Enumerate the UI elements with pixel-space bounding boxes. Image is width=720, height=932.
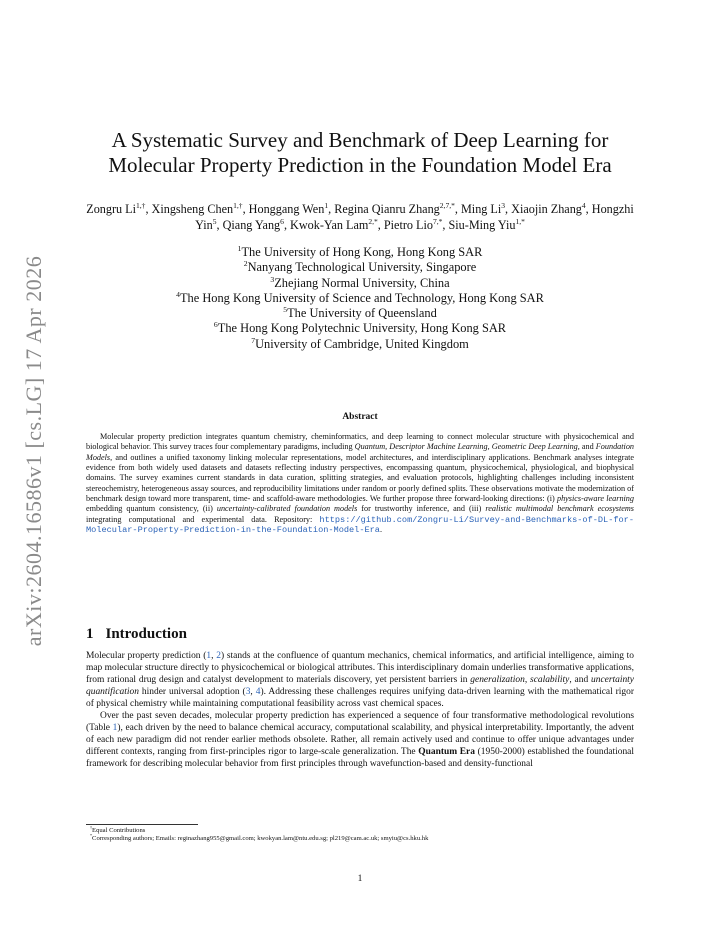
affiliation-line: $^7$University of Cambridge, United Kingdom — [251, 335, 469, 351]
affiliation-line: $^2$Nanyang Technological University, Singapore — [243, 259, 477, 275]
author-name: Zongru $Li^{1,\dagger}$ — [86, 200, 146, 216]
table-reference-link[interactable]: 1 — [112, 723, 118, 734]
title-line-1: A Systematic Survey and Benchmark of Deep Learning for — [111, 128, 609, 152]
author-name: Ming Li$^3$ — [460, 200, 506, 216]
author-affiliation-marker: 1,† — [136, 200, 146, 210]
repository-link[interactable]: https://github.com/Zongru-Li/Survey-and-Benchmarks-of-DL-for-Molecular-Property-Prediction-in-the-Foundation-Model-Era — [86, 514, 634, 536]
footnote-corresponding-authors: *Corresponding authors; Emails: reginazhang955@gmail.com; kwokyan.lam@ntu.edu.sg; pl219@cam.ac.uk; smyiu@cs.hku.hk — [90, 833, 429, 843]
citation-link[interactable]: 2 — [216, 651, 221, 661]
section-number: 1 — [86, 626, 94, 642]
footnote-rule — [86, 824, 198, 825]
author-affiliation-marker: 4 — [581, 200, 586, 210]
arxiv-sidebar-stamp — [20, 256, 48, 646]
affiliation-line: $^5$The University of Queensland — [283, 305, 437, 321]
abstract-heading: Abstract — [342, 412, 378, 422]
page-number: 1 — [357, 874, 363, 884]
author-name: Hongzhi Yin$^5$ — [195, 202, 634, 232]
author-name: Honggang Wen$^1$ — [248, 200, 329, 216]
author-affiliation-marker: 1,* — [515, 216, 525, 226]
author-name: Kwok-Yan Lam$^{2,*}$ — [290, 216, 378, 232]
affiliation-line: $^6$The Hong Kong Polytechnic University, Hong Kong SAR — [213, 320, 507, 336]
author-affiliation-marker: 3 — [501, 200, 506, 210]
introduction-body — [86, 650, 634, 770]
author-affiliation-marker: 5 — [212, 216, 217, 226]
affiliation-line: $^3$Zhejiang Normal University, China — [270, 274, 450, 290]
author-list: Zongru $Li^{1,\dagger}$, Xingsheng Chen$^{1,\dagger}$, Honggang Wen$^1$, Regina Qianru Zhang$^{2,7,*}$, Ming Li$^3$, Xiaojin Zhang$^4$, Hongzhi Yin$^5$, Qiang Yang$^6$, Kwok-Yan Lam$^{2,*}$, Pietro Lio$^{7,*}$, Siu-Ming Yiu$^{1,*}$ — [86, 200, 634, 232]
author-name: Pietro Lio$^{7,*}$ — [383, 216, 443, 232]
intro-paragraph-2: Over the past seven decades, molecular property prediction has experienced a sequence of four transformative methodological revolutions (Table 1), each driven by the need to balance chemical accuracy, computational scalability, and physical interpretability. Importantly, the advent of each new paradigm did not render earlier methods obsolete. Rather, all remain actively used and continue to offer unique advantages under different contexts, ranging from first-principles rigor to large-scale generalization. The Quantum Era (1950-2000) established the foundational framework for describing molecular behavior from first principles through wavefunction-based and density-functional — [86, 711, 635, 770]
affiliation-list — [80, 245, 640, 352]
citation-link[interactable]: 1 — [206, 651, 212, 661]
arxiv-id: arXiv:2604.16586v1 [cs.LG] 17 Apr 2026 — [21, 255, 46, 647]
section-heading-introduction — [86, 626, 187, 643]
author-affiliation-marker: 6 — [280, 216, 284, 226]
author-name: Xiaojin Zhang$^4$ — [511, 200, 586, 216]
author-affiliation-marker: 1 — [324, 200, 329, 210]
affiliation-line: $^4$The Hong Kong University of Science and Technology, Hong Kong SAR — [176, 289, 544, 305]
footnote-equal-contributions: †Equal Contributions — [90, 824, 146, 834]
footnotes — [90, 824, 630, 844]
author-name: Regina Qianru Zhang$^{2,7,*}$ — [334, 200, 455, 216]
paper-title — [60, 128, 660, 178]
citation-link[interactable]: 3 — [245, 687, 251, 698]
author-affiliation-marker: 7,* — [432, 216, 443, 226]
affiliation-line: $^1$The University of Hong Kong, Hong Kong SAR — [237, 243, 483, 259]
author-affiliation-marker: 2,7,* — [439, 200, 455, 210]
citation-link[interactable]: 4 — [255, 687, 261, 698]
author-name: Siu-Ming Yiu$^{1,*}$ — [448, 216, 525, 232]
author-affiliation-marker: 1,† — [233, 200, 243, 210]
author-affiliation-marker: 2,* — [368, 216, 378, 226]
section-title: Introduction — [105, 626, 187, 642]
author-name: Xingsheng Chen$^{1,\dagger}$ — [151, 200, 243, 216]
intro-paragraph-1: Molecular property prediction (1, 2) stands at the confluence of quantum mechanics, chemical informatics, and artificial intelligence, aiming to map molecular structure directly to physicochemical or biological attributes. This interdisciplinary domain underlies transformative applications, from rational drug design and catalyst development to materials discovery, yet persistent barriers in generalization, scalability, and uncertainty quantification hinder universal adoption (3, 4). Addressing these challenges requires unifying data-driven learning with the mathematical rigor of physical chemistry while maintaining computational feasibility across vast chemical spaces. — [86, 651, 635, 710]
abstract-body: Molecular property prediction integrates quantum chemistry, cheminformatics, and deep learning to connect molecular structure with physicochemical and biological behavior. This survey traces four complementary paradigms, including Quantum, Descriptor Machine Learning, Geometric Deep Learning, and Foundation Models, and outlines a unified taxonomy linking molecular representations, model architectures, and interdisciplinary applications. Benchmark analyses integrate evidence from both widely used datasets and datasets reflecting industry perspectives, encompassing quantum, physicochemical, physiological, and biophysical domains. The survey examines current standards in data curation, splitting strategies, and evaluation protocols, highlighting challenges including inconsistent stereochemistry, heterogeneous assay sources, and reproducibility limitations under random or poorly defined splits. These observations motivate the modernization of benchmark design toward more transparent, time- and scaffold-aware methodologies. We further propose three forward-looking directions: (i) physics-aware learning embedding quantum consistency, (ii) uncertainty-calibrated foundation models for trustworthy inference, and (iii) realistic multimodal benchmark ecosystems integrating computational and experimental data. Repository: https://github.com/Zongru-Li/Survey-and-Benchmarks-of-DL-for-Molecular-Property-Prediction-in-the-Foundation-Model-Era. — [86, 432, 635, 536]
author-name: Qiang Yang$^6$ — [222, 216, 284, 232]
title-line-2: Molecular Property Prediction in the Foundation Model Era — [108, 153, 612, 177]
